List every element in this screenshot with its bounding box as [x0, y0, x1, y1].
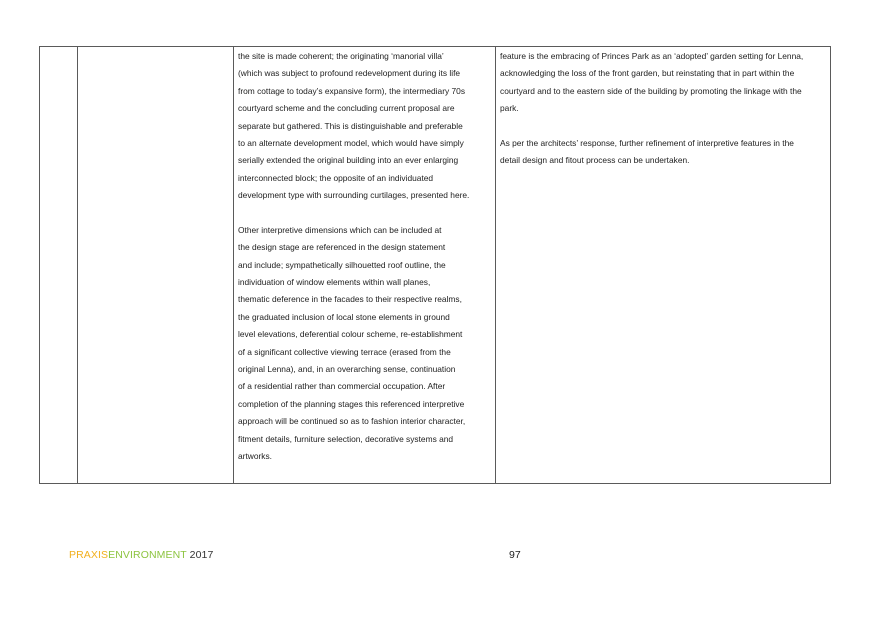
main-text-cell — [238, 47, 493, 483]
text-line: courtyard and to the eastern side of the building by promoting the linkage with the — [500, 85, 802, 96]
notes-paragraph-1 — [500, 48, 830, 118]
text-line: Other interpretive dimensions which can be included at — [238, 224, 442, 235]
paragraph-gap — [500, 118, 830, 135]
text-line: of a significant collective viewing terrace (erased from the — [238, 346, 451, 357]
text-line: to an alternate development model, which would have simply — [238, 137, 464, 148]
text-line: development type with surrounding curtilages, presented here. — [238, 190, 470, 201]
text-line: individuation of window elements within wall planes, — [238, 277, 431, 288]
text-line: thematic deference in the facades to their respective realms, — [238, 294, 462, 305]
footer-brand — [69, 549, 213, 561]
text-line: the graduated inclusion of local stone elements in ground — [238, 311, 450, 322]
text-line: courtyard scheme and the concluding current proposal are — [238, 103, 455, 114]
text-line: original Lenna), and, in an overarching sense, continuation — [238, 364, 456, 375]
text-line: (which was subject to profound redevelopment during its life — [238, 68, 461, 79]
column-divider — [233, 47, 234, 483]
text-line: feature is the embracing of Princes Park as an ‘adopted’ garden setting for Lenna, — [500, 51, 804, 61]
text-line: the site is made coherent; the originating ‘manorial villa’ — [238, 51, 444, 61]
brand-environment: ENVIRONMENT — [108, 549, 187, 561]
text-line: detail design and fitout process can be undertaken. — [500, 155, 690, 166]
notes-text-cell — [500, 47, 830, 483]
paragraph-gap — [238, 205, 493, 222]
text-line: the design stage are referenced in the design statement — [238, 242, 446, 253]
text-line: fitment details, furniture selection, decorative systems and — [238, 433, 454, 444]
text-line: acknowledging the loss of the front garden, but reinstating that in part within the — [500, 68, 795, 79]
text-line: from cottage to today’s expansive form), the intermediary 70s — [238, 85, 466, 96]
text-line: serially extended the original building into an ever enlarging — [238, 155, 459, 166]
text-line: artworks. — [238, 450, 272, 461]
text-line: approach will be continued so as to fashion interior character, — [238, 416, 466, 427]
text-line: and include; sympathetically silhouetted roof outline, the — [238, 259, 446, 270]
text-line: interconnected block; the opposite of an individuated — [238, 172, 434, 183]
text-line: separate but gathered. This is distinguishable and preferable — [238, 120, 463, 131]
column-divider — [77, 47, 78, 483]
text-line: park. — [500, 103, 519, 114]
notes-paragraph-2 — [500, 135, 830, 170]
brand-year: 2017 — [186, 549, 214, 561]
main-paragraph-2 — [238, 222, 493, 465]
page-number: 97 — [509, 549, 521, 561]
column-divider — [495, 47, 496, 483]
text-line: As per the architects’ response, further refinement of interpretive features in the — [500, 137, 794, 148]
main-paragraph-1 — [238, 48, 493, 205]
document-table — [39, 46, 831, 484]
text-line: of a residential rather than commercial occupation. After — [238, 381, 446, 392]
text-line: level elevations, deferential colour scheme, re-establishment — [238, 329, 463, 340]
text-line: completion of the planning stages this referenced interpretive — [238, 398, 465, 409]
brand-praxis: PRAXIS — [69, 549, 109, 561]
